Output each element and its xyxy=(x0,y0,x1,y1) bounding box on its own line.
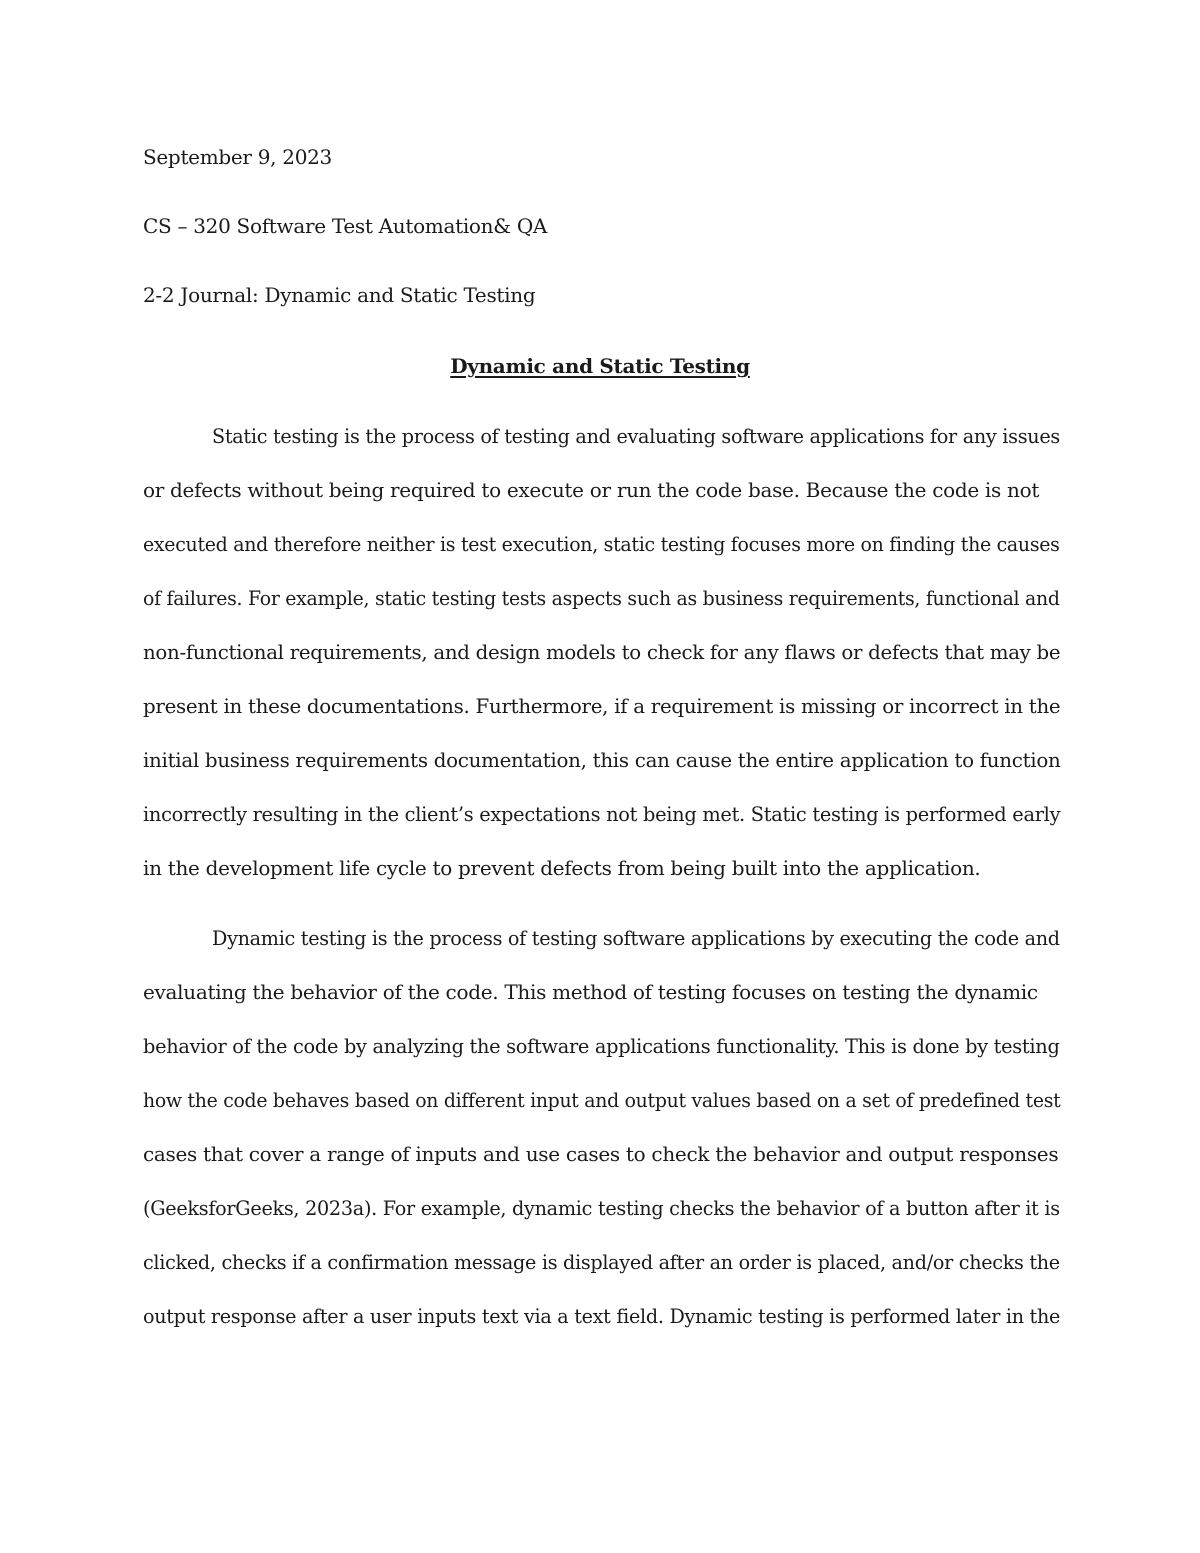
paragraph-line: clicked, checks if a confirmation message is displayed after an order is placed, and/or checks the xyxy=(143,1250,1060,1274)
paragraph-line: how the code behaves based on different input and output values based on a set of predefined test xyxy=(143,1088,1061,1112)
paragraph-line: incorrectly resulting in the client’s expectations not being met. Static testing is performed early xyxy=(143,802,1061,826)
paragraph-line: behavior of the code by analyzing the software applications functionality. This is done by testing xyxy=(143,1034,1060,1058)
header-course: CS – 320 Software Test Automation& QA xyxy=(143,214,548,238)
paragraph-line: non-functional requirements, and design models to check for any flaws or defects that may be xyxy=(143,640,1061,664)
document-title: Dynamic and Static Testing xyxy=(450,354,750,378)
paragraph-line: (GeeksforGeeks, 2023a). For example, dynamic testing checks the behavior of a button after it is xyxy=(143,1196,1060,1220)
paragraph-line: in the development life cycle to prevent defects from being built into the application. xyxy=(143,856,981,880)
paragraph-line: executed and therefore neither is test execution, static testing focuses more on finding the causes xyxy=(143,532,1060,556)
paragraph-line: output response after a user inputs text via a text field. Dynamic testing is performed later in the xyxy=(143,1304,1061,1328)
paragraph-line: or defects without being required to execute or run the code base. Because the code is not xyxy=(143,478,1040,502)
paragraph-line: initial business requirements documentation, this can cause the entire application to function xyxy=(143,748,1061,772)
paragraph-line: present in these documentations. Furthermore, if a requirement is missing or incorrect in the xyxy=(143,694,1061,718)
paragraph-line: Static testing is the process of testing and evaluating software applications for any issues xyxy=(212,424,1060,448)
header-assignment: 2-2 Journal: Dynamic and Static Testing xyxy=(143,283,536,307)
paragraph-line: Dynamic testing is the process of testing software applications by executing the code and xyxy=(212,926,1060,950)
header-date: September 9, 2023 xyxy=(143,145,332,169)
paragraph-line: evaluating the behavior of the code. This method of testing focuses on testing the dynamic xyxy=(143,980,1038,1004)
paragraph-line: cases that cover a range of inputs and use cases to check the behavior and output responses xyxy=(143,1142,1059,1166)
paragraph-line: of failures. For example, static testing tests aspects such as business requirements, functional and xyxy=(143,586,1060,610)
